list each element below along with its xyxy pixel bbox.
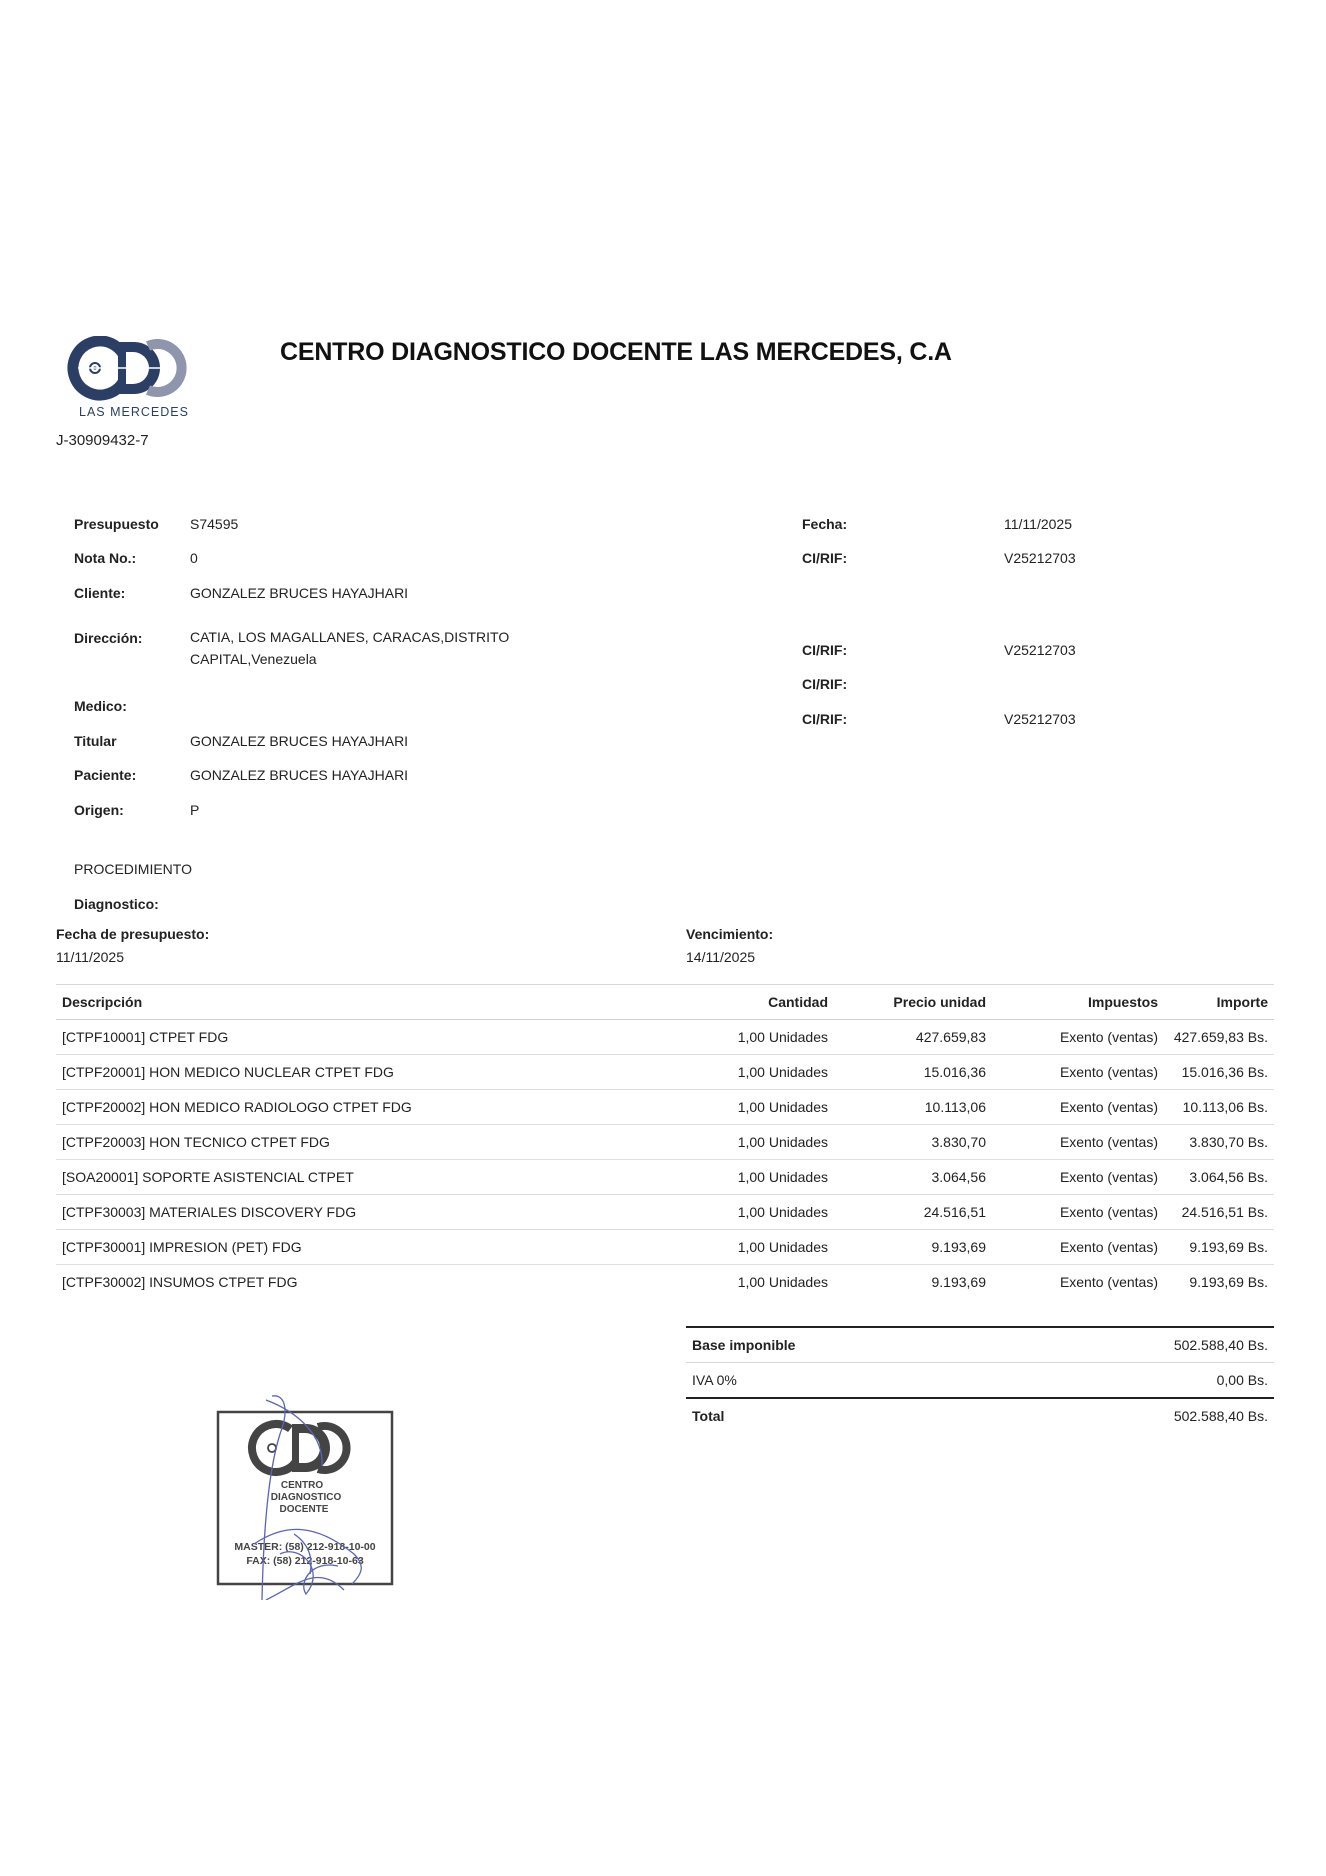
cirif-label-1: CI/RIF: — [802, 550, 848, 566]
table-row — [56, 1055, 1274, 1090]
cliente-value: GONZALEZ BRUCES HAYAJHARI — [190, 585, 409, 601]
row-impuestos: Exento (ventas) — [992, 1125, 1164, 1160]
row-precio: 24.516,51 — [834, 1195, 992, 1230]
row-descripcion: [CTPF30001] IMPRESION (PET) FDG — [56, 1230, 616, 1265]
cirif-label-3: CI/RIF: — [802, 676, 848, 692]
company-logo — [64, 336, 204, 422]
row-cantidad: 1,00 Unidades — [616, 1160, 834, 1195]
row-cantidad: 1,00 Unidades — [616, 1195, 834, 1230]
cirif-label-4: CI/RIF: — [802, 711, 848, 727]
table-row — [56, 1160, 1274, 1195]
company-name: CENTRO DIAGNOSTICO DOCENTE LAS MERCEDES, C.A — [280, 338, 952, 366]
row-importe: 9.193,69 Bs. — [1189, 1274, 1268, 1290]
logo-text: LAS MERCEDES — [79, 405, 189, 419]
cirif-label-2: CI/RIF: — [802, 642, 848, 658]
row-importe: 3.064,56 Bs. — [1164, 1160, 1274, 1195]
row-impuestos: Exento (ventas) — [992, 1230, 1164, 1265]
row-impuestos: Exento (ventas) — [992, 1160, 1164, 1195]
row-cantidad: 1,00 Unidades — [616, 1055, 834, 1090]
items-table — [56, 984, 1274, 1299]
presupuesto-label: Presupuesto — [74, 516, 159, 532]
titular-value: GONZALEZ BRUCES HAYAJHARI — [190, 733, 409, 749]
row-descripcion: [CTPF20003] HON TECNICO CTPET FDG — [56, 1125, 616, 1160]
row-impuestos: Exento (ventas) — [992, 1195, 1164, 1230]
totals-base-row — [686, 1327, 1274, 1363]
vencimiento-value: 14/11/2025 — [686, 949, 756, 965]
cirif-value-2: V25212703 — [1004, 642, 1076, 658]
row-precio: 3.064,56 — [834, 1160, 992, 1195]
row-descripcion: [CTPF10001] CTPET FDG — [56, 1020, 616, 1055]
origen-value: P — [190, 802, 200, 818]
row-cantidad: 1,00 Unidades — [616, 1090, 834, 1125]
row-precio: 427.659,83 — [834, 1020, 992, 1055]
row-precio: 9.193,69 — [834, 1230, 992, 1265]
total-value: 502.588,40 Bs. — [992, 1398, 1274, 1433]
presupuesto-value: S74595 — [190, 516, 239, 532]
row-impuestos: Exento (ventas) — [992, 1090, 1164, 1125]
row-precio: 10.113,06 — [834, 1090, 992, 1125]
header-precio-unidad: Precio unidad — [834, 985, 992, 1020]
table-header-row — [56, 985, 1274, 1020]
stamp-graphic — [214, 1394, 396, 1600]
row-cantidad: 1,00 Unidades — [616, 1020, 834, 1055]
table-row — [56, 1090, 1274, 1125]
titular-label: Titular — [74, 733, 117, 749]
header-impuestos: Impuestos — [992, 985, 1164, 1020]
row-impuestos: Exento (ventas) — [1059, 1274, 1158, 1290]
nota-label: Nota No.: — [74, 550, 137, 566]
table-row — [56, 1195, 1274, 1230]
totals-iva-row — [686, 1363, 1274, 1399]
procedimiento-heading: PROCEDIMIENTO — [74, 861, 192, 877]
row-descripcion: [CTPF20001] HON MEDICO NUCLEAR CTPET FDG — [56, 1055, 616, 1090]
company-rif: J-30909432-7 — [56, 432, 149, 449]
stamp-text-master: MASTER: (58) 212-918-10-00 — [234, 1541, 376, 1553]
fecha-value: 11/11/2025 — [1004, 516, 1072, 532]
origen-label: Origen: — [74, 802, 124, 818]
row-importe: 24.516,51 Bs. — [1164, 1195, 1274, 1230]
table-row — [56, 1020, 1274, 1055]
direccion-value: CATIA, LOS MAGALLANES, CARACAS,DISTRITO CAPITAL,Venezuela — [190, 629, 510, 667]
row-descripcion: [CTPF20002] HON MEDICO RADIOLOGO CTPET FDG — [56, 1090, 616, 1125]
row-precio: 3.830,70 — [834, 1125, 992, 1160]
row-importe: 427.659,83 Bs. — [1164, 1020, 1274, 1055]
cirif-value-1: V25212703 — [1004, 550, 1076, 566]
header-descripcion: Descripción — [56, 985, 616, 1020]
base-imponible-value: 502.588,40 Bs. — [992, 1327, 1274, 1363]
base-imponible-label: Base imponible — [686, 1327, 992, 1363]
row-importe: 15.016,36 Bs. — [1164, 1055, 1274, 1090]
fecha-presupuesto-value: 11/11/2025 — [56, 949, 124, 965]
stamp-text-centro: CENTRO — [280, 1480, 324, 1491]
stamp-text-docente: DOCENTE — [279, 1504, 329, 1515]
row-importe: 10.113,06 Bs. — [1164, 1090, 1274, 1125]
diagnostico-label: Diagnostico: — [74, 896, 159, 912]
medico-label: Medico: — [74, 698, 127, 714]
nota-value: 0 — [190, 550, 198, 566]
iva-value: 0,00 Bs. — [1216, 1372, 1268, 1388]
totals-table — [686, 1326, 1274, 1433]
row-descripcion: [SOA20001] SOPORTE ASISTENCIAL CTPET — [56, 1160, 616, 1195]
row-impuestos: Exento (ventas) — [992, 1055, 1164, 1090]
row-cantidad: 1,00 Unidades — [616, 1230, 834, 1265]
paciente-value: GONZALEZ BRUCES HAYAJHARI — [190, 767, 409, 783]
stamp-text-fax: FAX: (58) 212-918-10-63 — [246, 1555, 364, 1567]
fecha-label: Fecha: — [802, 516, 848, 532]
header-cantidad: Cantidad — [616, 985, 834, 1020]
stamp-text-diagnostico: DIAGNOSTICO — [270, 1492, 342, 1503]
row-descripcion: [CTPF30003] MATERIALES DISCOVERY FDG — [56, 1195, 616, 1230]
row-importe: 9.193,69 Bs. — [1164, 1230, 1274, 1265]
row-precio: 15.016,36 — [834, 1055, 992, 1090]
row-cantidad: 1,00 Unidades — [616, 1125, 834, 1160]
row-precio: 9.193,69 — [931, 1274, 986, 1290]
cirif-value-4: V25212703 — [1004, 711, 1076, 727]
totals-total-row — [686, 1398, 1274, 1433]
table-row — [56, 1230, 1274, 1265]
row-descripcion: [CTPF30002] INSUMOS CTPET FDG — [62, 1274, 298, 1290]
direccion-label: Dirección: — [74, 630, 143, 646]
header-importe: Importe — [1164, 985, 1274, 1020]
row-impuestos: Exento (ventas) — [992, 1020, 1164, 1055]
table-row — [56, 1125, 1274, 1160]
row-importe: 3.830,70 Bs. — [1164, 1125, 1274, 1160]
total-label: Total — [686, 1398, 992, 1433]
vencimiento-label: Vencimiento: — [686, 926, 774, 942]
company-logo-mark — [64, 336, 204, 422]
row-cantidad: 1,00 Unidades — [737, 1274, 828, 1290]
cliente-label: Cliente: — [74, 585, 126, 601]
paciente-label: Paciente: — [74, 767, 137, 783]
fecha-presupuesto-label: Fecha de presupuesto: — [56, 926, 210, 942]
company-stamp — [214, 1394, 396, 1600]
table-row — [56, 1265, 1274, 1300]
iva-label: IVA 0% — [692, 1372, 737, 1388]
